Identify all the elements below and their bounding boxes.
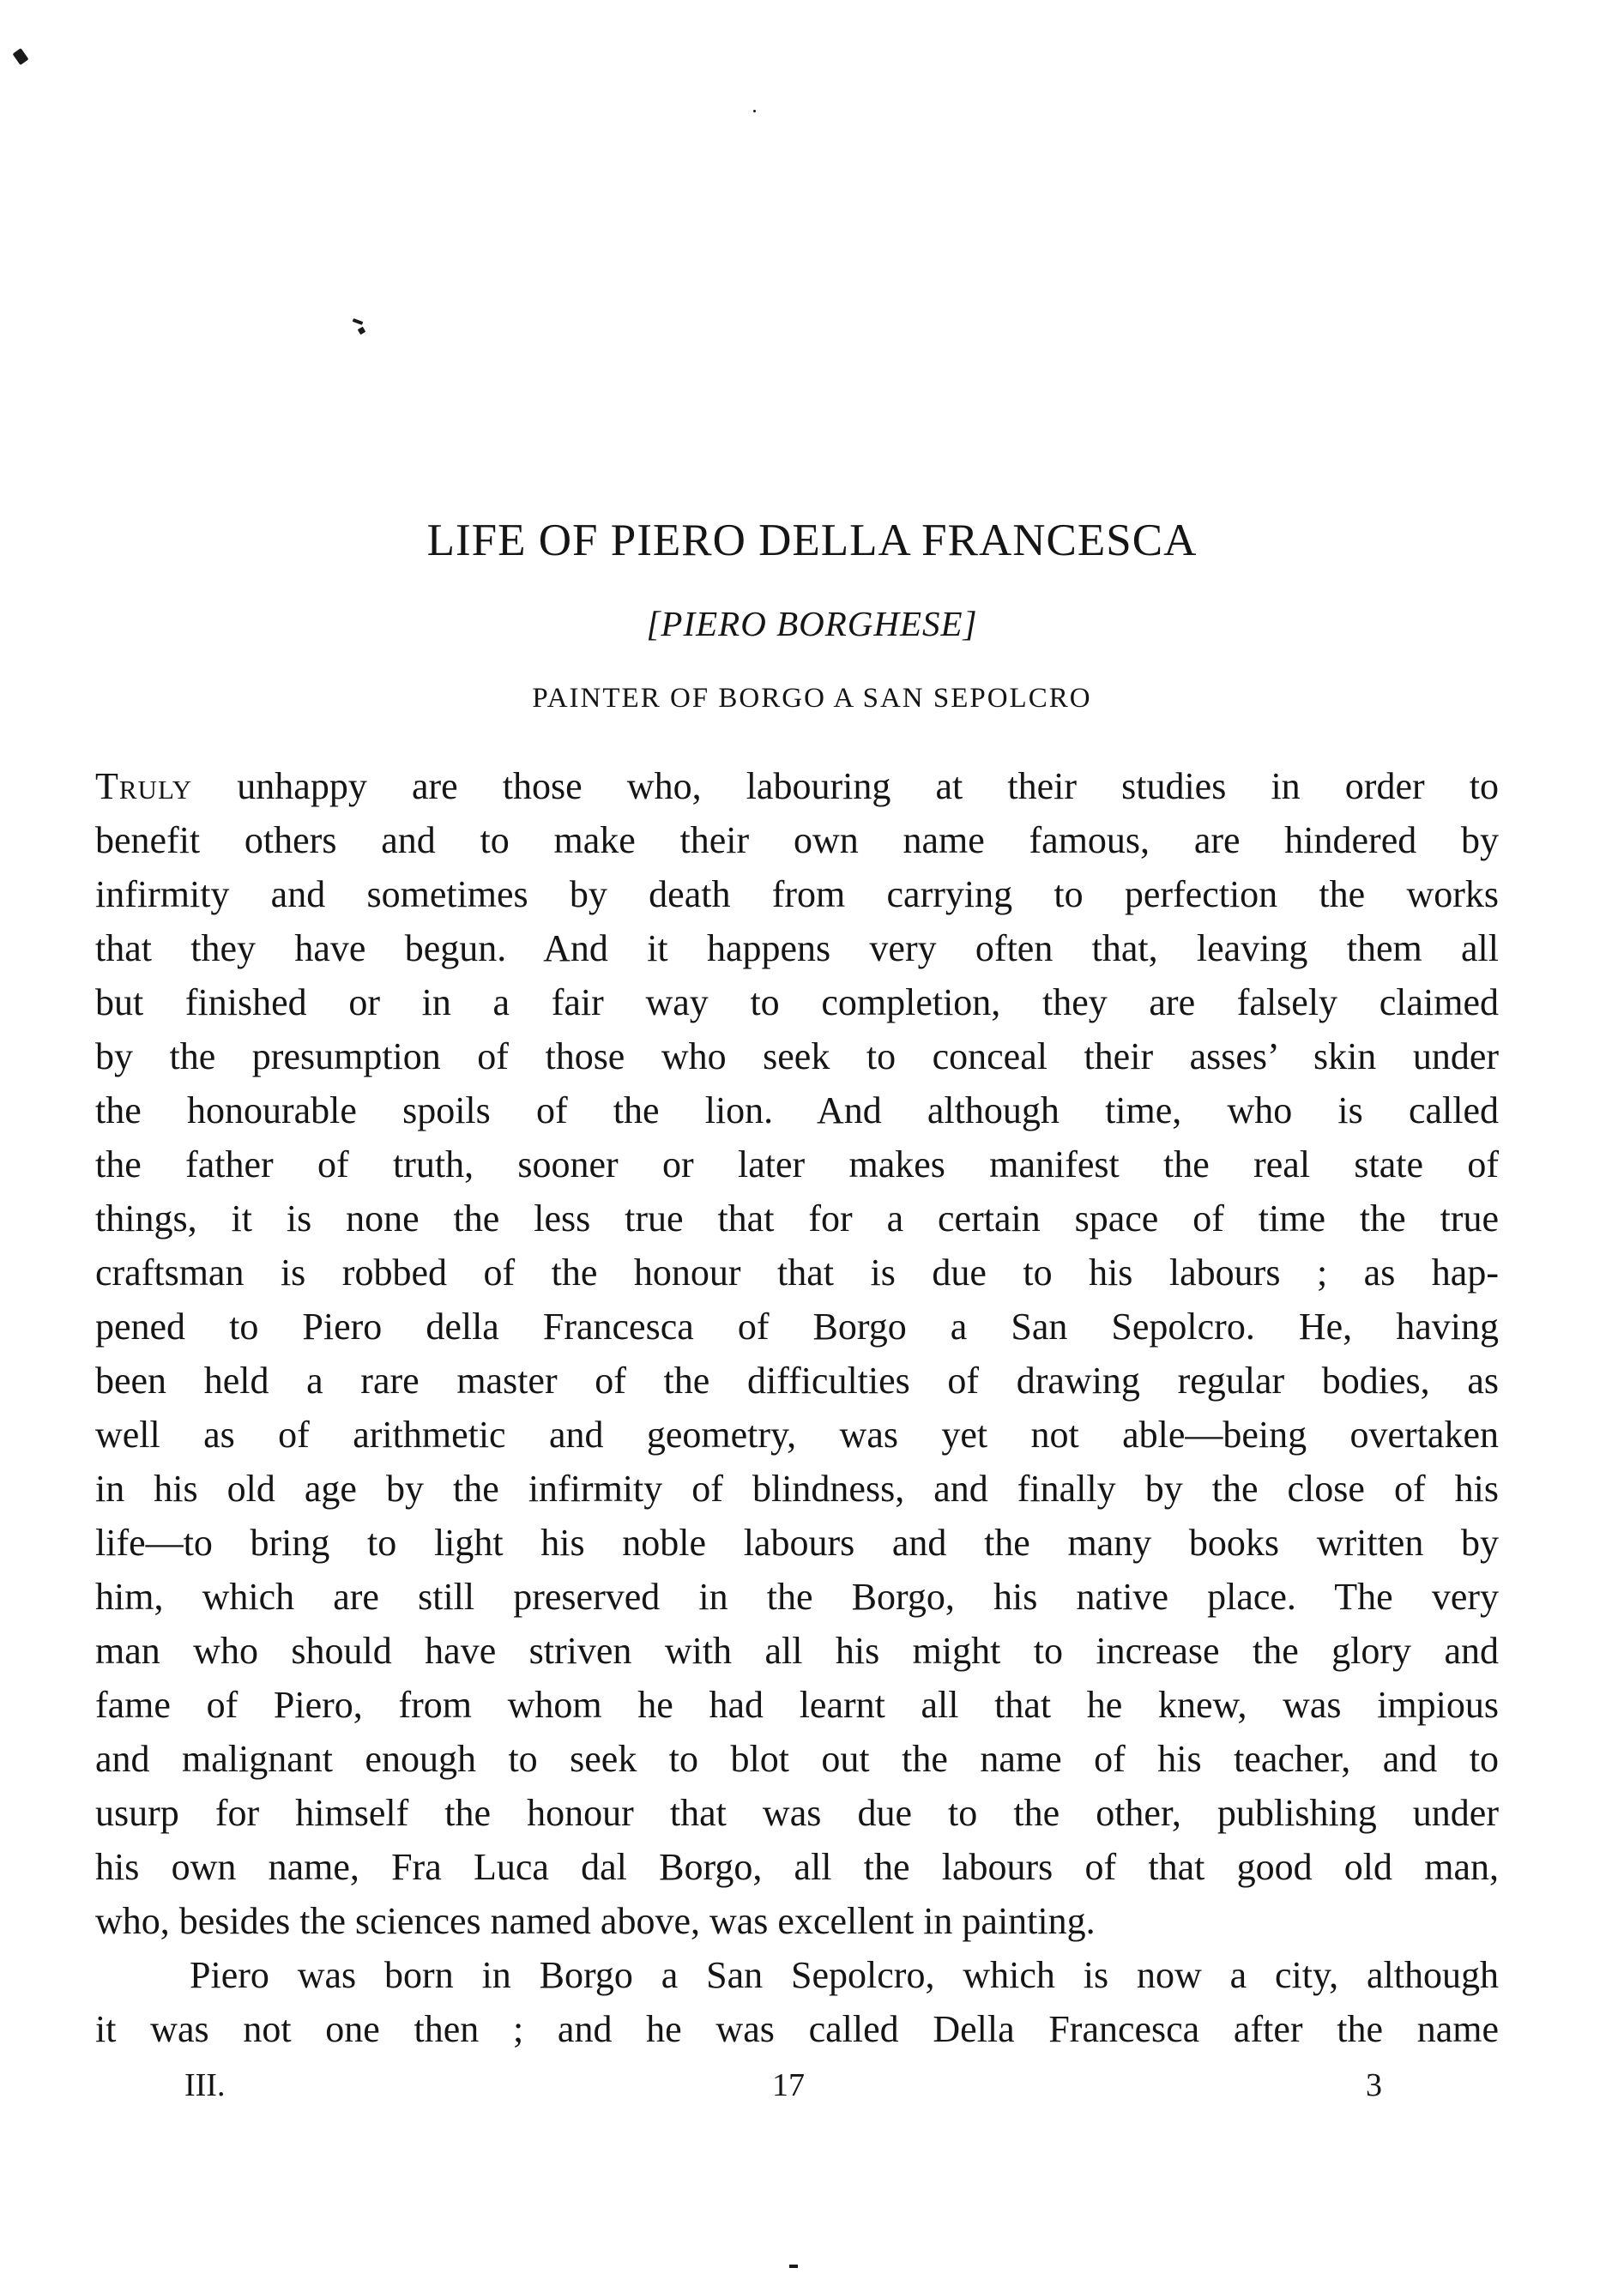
text-line-content: unhappy are those who, labouring at their studies in order to (192, 765, 1499, 807)
text-line: and malignant enough to seek to blot out the name of his teacher, and to (95, 1738, 1499, 1780)
text-line: benefit others and to make their own name famous, are hindered by (95, 819, 1499, 861)
text-line: well as of arithmetic and geometry, was yet not able—being overtaken (95, 1414, 1499, 1456)
text-line: but finished or in a fair way to completion, they are falsely claimed (95, 981, 1499, 1023)
ink-speck (753, 110, 756, 112)
text-line: fame of Piero, from whom he had learnt all that he knew, was impious (95, 1684, 1499, 1726)
chapter-subtitle: [PIERO BORGHESE] (646, 604, 978, 643)
sheet-number: 3 (1366, 2067, 1382, 2103)
text-line: Piero was born in Borgo a San Sepolcro, which is now a city, although (190, 1954, 1499, 1996)
page-number: 17 (772, 2067, 805, 2103)
chapter-heading: PAINTER OF BORGO A SAN SEPOLCRO (532, 683, 1092, 714)
opening-word: Truly (95, 765, 193, 807)
text-line: things, it is none the less true that for a certain space of time the true (95, 1197, 1499, 1240)
text-line: who, besides the sciences named above, was excellent in painting. (95, 1900, 1096, 1942)
ink-speck (789, 2265, 798, 2268)
text-line: life—to bring to light his noble labours and the many books written by (95, 1522, 1499, 1564)
text-line: man who should have striven with all his might to increase the glory and (95, 1630, 1499, 1672)
text-line: pened to Piero della Francesca of Borgo a San Sepolcro. He, having (95, 1306, 1499, 1348)
text-line: the honourable spoils of the lion. And although time, who is called (95, 1089, 1499, 1131)
text-line: been held a rare master of the difficulties of drawing regular bodies, as (95, 1360, 1499, 1402)
text-line: craftsman is robbed of the honour that is due to his labours ; as hap- (95, 1252, 1499, 1294)
text-line: his own name, Fra Luca dal Borgo, all the labours of that good old man, (95, 1846, 1499, 1888)
text-line: by the presumption of those who seek to conceal their asses’ skin under (95, 1035, 1499, 1077)
text-line: it was not one then ; and he was called Della Francesca after the name (95, 2008, 1499, 2050)
text-line: him, which are still preserved in the Borgo, his native place. The very (95, 1576, 1499, 1618)
text-line: the father of truth, sooner or later makes manifest the real state of (95, 1143, 1499, 1185)
text-line: infirmity and sometimes by death from carrying to perfection the works (95, 873, 1499, 915)
ink-speck (358, 327, 366, 335)
body-text (95, 759, 1499, 2056)
signature-mark: III. (184, 2067, 226, 2103)
text-line: usurp for himself the honour that was due to the other, publishing under (95, 1792, 1499, 1834)
text-line (95, 759, 1499, 813)
text-line: that they have begun. And it happens very often that, leaving them all (95, 927, 1499, 969)
ink-speck (12, 48, 28, 65)
ink-speck (353, 318, 364, 325)
chapter-title: LIFE OF PIERO DELLA FRANCESCA (426, 516, 1198, 565)
text-line: in his old age by the infirmity of blindness, and finally by the close of his (95, 1468, 1499, 1510)
